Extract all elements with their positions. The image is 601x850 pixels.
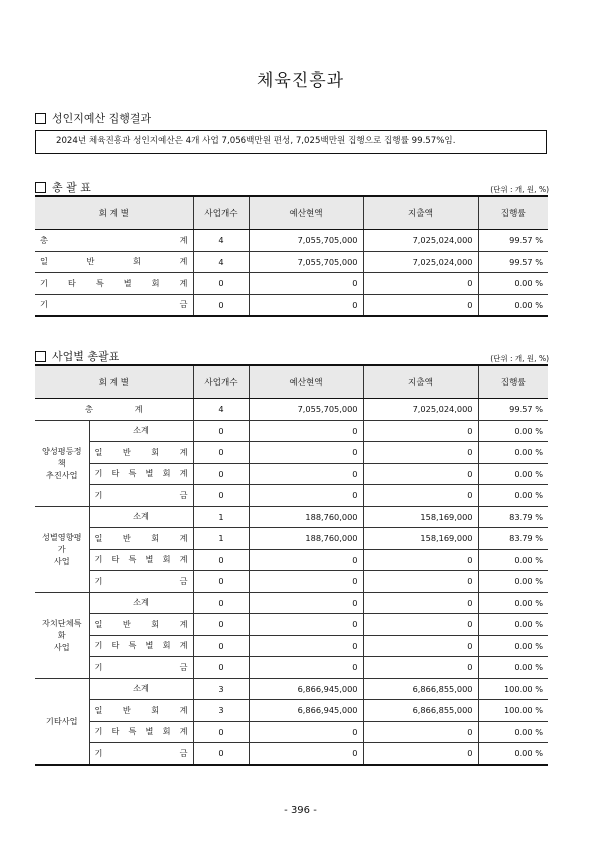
label-char: 기 (40, 277, 48, 288)
budget-cell: 6,866,945,000 (249, 700, 363, 722)
label-char: 반 (122, 618, 131, 629)
budget-cell: 7,055,705,000 (249, 399, 363, 421)
label-char: 계 (179, 726, 188, 737)
count-cell: 0 (193, 743, 249, 765)
spent-cell: 7,025,024,000 (363, 251, 478, 273)
checkbox-square-icon (35, 182, 46, 193)
spent-cell: 158,169,000 (363, 528, 478, 550)
header-spent: 지출액 (363, 365, 478, 399)
table-row (35, 528, 548, 550)
label-char: 반 (86, 256, 95, 267)
count-cell: 0 (193, 420, 249, 442)
label-char: 특 (95, 277, 104, 288)
group-name-line: 사업 (53, 556, 70, 566)
row-label (35, 399, 193, 421)
row-label (35, 273, 193, 295)
count-cell: 0 (193, 294, 249, 316)
count-cell: 0 (193, 592, 249, 614)
section3-heading-text: 사업별 총괄표 (52, 350, 120, 363)
spent-cell: 7,025,024,000 (363, 399, 478, 421)
label-char: 일 (94, 704, 103, 715)
budget-cell: 0 (249, 614, 363, 636)
label-char: 회 (162, 468, 171, 479)
table-row (35, 700, 548, 722)
label-char: 기 (40, 299, 48, 310)
rate-cell: 0.00 % (478, 635, 548, 657)
label-char: 금 (179, 299, 188, 310)
label-char: 특 (128, 726, 137, 737)
table-row (35, 485, 548, 507)
table-row (35, 678, 548, 700)
label-char: 계 (179, 532, 188, 543)
budget-cell: 0 (249, 485, 363, 507)
table-row (35, 442, 548, 464)
spent-cell: 0 (363, 463, 478, 485)
budget-cell: 0 (249, 657, 363, 679)
label-char: 회 (151, 277, 160, 288)
label-char: 타 (111, 554, 120, 565)
count-cell: 4 (193, 399, 249, 421)
label-char: 특 (128, 468, 137, 479)
label-char: 금 (179, 747, 188, 758)
label-char: 별 (145, 640, 154, 651)
unit-label: (단위 : 개, 원, %) (490, 354, 549, 363)
label-char: 총 (85, 403, 93, 414)
spent-cell: 0 (363, 614, 478, 636)
table-row (35, 657, 548, 679)
label-char: 별 (123, 277, 132, 288)
total-row (35, 399, 548, 421)
budget-cell: 0 (249, 549, 363, 571)
count-cell: 3 (193, 678, 249, 700)
label-char: 기 (94, 640, 103, 651)
table-row (35, 743, 548, 765)
summary-box: 2024년 체육진흥과 성인지예산은 4개 사업 7,056백만원 편성, 7,025백만원 집행으로 집행률 99.57%임. (35, 130, 547, 154)
header-count: 사업개수 (193, 365, 249, 399)
rate-cell: 0.00 % (478, 657, 548, 679)
row-label (89, 463, 193, 485)
header-account: 회 계 별 (35, 365, 193, 399)
spent-cell: 0 (363, 657, 478, 679)
spent-cell: 0 (363, 743, 478, 765)
count-cell: 4 (193, 230, 249, 252)
group-name-line: 기타사업 (45, 716, 78, 726)
budget-cell: 0 (249, 743, 363, 765)
label-char: 회 (151, 446, 160, 457)
subtotal-label: 소계 (89, 420, 193, 442)
spent-cell: 0 (363, 592, 478, 614)
group-name-line: 양성평등정책 (41, 446, 82, 468)
table-row (35, 230, 548, 252)
row-label (35, 230, 193, 252)
rate-cell: 0.00 % (478, 571, 548, 593)
label-char: 타 (111, 726, 120, 737)
label-char: 일 (94, 532, 103, 543)
label-char: 계 (179, 256, 188, 267)
spent-cell: 0 (363, 549, 478, 571)
group-name (35, 420, 89, 506)
rate-cell: 0.00 % (478, 485, 548, 507)
label-char: 금 (179, 575, 188, 586)
budget-cell: 7,055,705,000 (249, 230, 363, 252)
budget-cell: 0 (249, 463, 363, 485)
spent-cell: 7,025,024,000 (363, 230, 478, 252)
rate-cell: 0.00 % (478, 273, 548, 295)
count-cell: 0 (193, 614, 249, 636)
spent-cell: 158,169,000 (363, 506, 478, 528)
table-row (35, 635, 548, 657)
rate-cell: 100.00 % (478, 678, 548, 700)
label-char: 회 (162, 554, 171, 565)
label-char: 별 (145, 468, 154, 479)
table-row (35, 506, 548, 528)
count-cell: 1 (193, 528, 249, 550)
row-label (89, 721, 193, 743)
spent-cell: 0 (363, 721, 478, 743)
rate-cell: 0.00 % (478, 743, 548, 765)
label-char: 계 (179, 704, 188, 715)
budget-cell: 0 (249, 721, 363, 743)
row-label (35, 251, 193, 273)
row-label (89, 549, 193, 571)
budget-cell: 188,760,000 (249, 528, 363, 550)
group-name (35, 592, 89, 678)
label-char: 별 (145, 554, 154, 565)
count-cell: 3 (193, 700, 249, 722)
budget-cell: 0 (249, 571, 363, 593)
header-count: 사업개수 (193, 196, 249, 230)
label-char: 계 (179, 618, 188, 629)
rate-cell: 99.57 % (478, 230, 548, 252)
table-row (35, 273, 548, 295)
label-char: 기 (94, 661, 103, 672)
header-spent: 지출액 (363, 196, 478, 230)
group-name (35, 678, 89, 765)
rate-cell: 83.79 % (478, 528, 548, 550)
spent-cell: 6,866,855,000 (363, 678, 478, 700)
label-char: 계 (179, 640, 188, 651)
project-table (35, 364, 548, 766)
budget-cell: 0 (249, 442, 363, 464)
label-char: 회 (151, 704, 160, 715)
table-row (35, 420, 548, 442)
label-char: 총 (40, 234, 48, 245)
label-char: 별 (145, 726, 154, 737)
budget-cell: 188,760,000 (249, 506, 363, 528)
label-char: 일 (40, 256, 48, 267)
page-number: - 396 - (284, 805, 317, 816)
label-char: 계 (134, 403, 143, 414)
header-account: 회 계 별 (35, 196, 193, 230)
budget-cell: 0 (249, 635, 363, 657)
label-char: 특 (128, 554, 137, 565)
spent-cell: 0 (363, 294, 478, 316)
row-label (89, 528, 193, 550)
rate-cell: 0.00 % (478, 420, 548, 442)
row-label (89, 657, 193, 679)
label-char: 회 (151, 532, 160, 543)
spent-cell: 0 (363, 635, 478, 657)
rate-cell: 0.00 % (478, 614, 548, 636)
row-label (89, 700, 193, 722)
section2-heading-text: 총 괄 표 (52, 181, 91, 194)
row-label (89, 571, 193, 593)
row-label (89, 442, 193, 464)
label-char: 금 (179, 661, 188, 672)
count-cell: 0 (193, 549, 249, 571)
group-name-line: 사업 (53, 642, 70, 652)
page-title: 체육진흥과 (256, 71, 345, 91)
label-char: 회 (162, 726, 171, 737)
row-label (89, 485, 193, 507)
table-row (35, 571, 548, 593)
row-label (35, 294, 193, 316)
table-row (35, 549, 548, 571)
group-name-line: 추진사업 (45, 470, 78, 480)
rate-cell: 99.57 % (478, 399, 548, 421)
subtotal-label: 소계 (89, 506, 193, 528)
spent-cell: 0 (363, 273, 478, 295)
row-label (89, 743, 193, 765)
subtotal-label: 소계 (89, 592, 193, 614)
summary-table (35, 195, 548, 317)
label-char: 기 (94, 489, 103, 500)
rate-cell: 99.57 % (478, 251, 548, 273)
budget-cell: 0 (249, 273, 363, 295)
count-cell: 0 (193, 485, 249, 507)
spent-cell: 0 (363, 571, 478, 593)
budget-cell: 0 (249, 420, 363, 442)
section1-heading-text: 성인지예산 집행결과 (52, 112, 152, 125)
label-char: 회 (162, 640, 171, 651)
label-char: 계 (179, 234, 188, 245)
label-char: 계 (179, 468, 188, 479)
label-char: 반 (122, 446, 131, 457)
budget-cell: 0 (249, 592, 363, 614)
label-char: 계 (179, 277, 188, 288)
budget-cell: 6,866,945,000 (249, 678, 363, 700)
group-name (35, 506, 89, 592)
rate-cell: 0.00 % (478, 463, 548, 485)
group-name-line: 성별영향평가 (41, 532, 82, 554)
spent-cell: 0 (363, 420, 478, 442)
label-char: 기 (94, 747, 103, 758)
spent-cell: 0 (363, 442, 478, 464)
table-row (35, 251, 548, 273)
label-char: 기 (94, 575, 103, 586)
checkbox-square-icon (35, 113, 46, 124)
header-budget: 예산현액 (249, 365, 363, 399)
rate-cell: 0.00 % (478, 592, 548, 614)
label-char: 타 (111, 468, 120, 479)
rate-cell: 0.00 % (478, 294, 548, 316)
spent-cell: 6,866,855,000 (363, 700, 478, 722)
label-char: 금 (179, 489, 188, 500)
count-cell: 0 (193, 721, 249, 743)
rate-cell: 100.00 % (478, 700, 548, 722)
count-cell: 0 (193, 635, 249, 657)
count-cell: 0 (193, 571, 249, 593)
count-cell: 4 (193, 251, 249, 273)
label-char: 일 (94, 618, 103, 629)
label-char: 타 (111, 640, 120, 651)
label-char: 반 (122, 704, 131, 715)
label-char: 계 (179, 554, 188, 565)
unit-label: (단위 : 개, 원, %) (490, 185, 549, 194)
budget-cell: 7,055,705,000 (249, 251, 363, 273)
spent-cell: 0 (363, 485, 478, 507)
count-cell: 1 (193, 506, 249, 528)
label-char: 일 (94, 446, 103, 457)
label-char: 기 (94, 554, 103, 565)
count-cell: 0 (193, 442, 249, 464)
section2-heading (35, 179, 91, 195)
group-name-line: 자치단체특화 (41, 618, 82, 640)
subtotal-label: 소계 (89, 678, 193, 700)
label-char: 회 (133, 256, 141, 267)
table-row (35, 463, 548, 485)
table-row (35, 721, 548, 743)
label-char: 회 (151, 618, 160, 629)
table-row (35, 294, 548, 316)
count-cell: 0 (193, 463, 249, 485)
label-char: 기 (94, 726, 103, 737)
rate-cell: 0.00 % (478, 442, 548, 464)
section1-heading (35, 110, 151, 126)
table-row (35, 592, 548, 614)
table-row (35, 614, 548, 636)
budget-cell: 0 (249, 294, 363, 316)
count-cell: 0 (193, 273, 249, 295)
header-rate: 집행률 (478, 196, 548, 230)
section3-heading (35, 348, 119, 364)
count-cell: 0 (193, 657, 249, 679)
header-budget: 예산현액 (249, 196, 363, 230)
label-char: 계 (179, 446, 188, 457)
rate-cell: 0.00 % (478, 549, 548, 571)
label-char: 기 (94, 468, 103, 479)
rate-cell: 83.79 % (478, 506, 548, 528)
rate-cell: 0.00 % (478, 721, 548, 743)
header-rate: 집행률 (478, 365, 548, 399)
label-char: 타 (67, 277, 76, 288)
checkbox-square-icon (35, 351, 46, 362)
row-label (89, 635, 193, 657)
row-label (89, 614, 193, 636)
label-char: 특 (128, 640, 137, 651)
label-char: 반 (122, 532, 131, 543)
